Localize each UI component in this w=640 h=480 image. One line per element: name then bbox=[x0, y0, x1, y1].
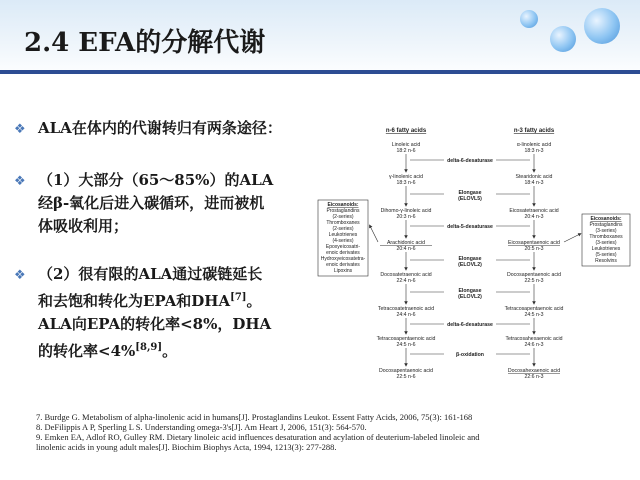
citation: [8,9] bbox=[135, 342, 163, 353]
eicosanoid-item: Eicosanoids: bbox=[327, 202, 359, 208]
fatty-acid-name: Linoleic acid bbox=[391, 142, 421, 148]
fatty-acid-name: Tetracosatetraenoic acid bbox=[377, 306, 435, 312]
eicosanoid-item: (2-series) bbox=[332, 214, 354, 220]
fatty-acid-formula: 22:4 n-6 bbox=[396, 278, 416, 284]
fatty-acid-name: Tetracosapentaenoic acid bbox=[504, 306, 564, 312]
diamond-bullet-icon: ❖ bbox=[14, 268, 26, 283]
enzyme-name: delta-6-desaturase bbox=[447, 158, 493, 164]
decorative-bubble-large bbox=[584, 8, 620, 44]
fatty-acid-formula: 18:3 n-3 bbox=[524, 148, 544, 154]
eicosanoid-item: Epoxyeicosatri- bbox=[325, 244, 361, 250]
eicosanoid-arrow bbox=[564, 234, 580, 242]
enzyme-name: (ELOVL5) bbox=[458, 196, 482, 202]
bullet-line: （2）很有限的ALA通过碳链延长 bbox=[38, 265, 263, 283]
col-right-header: n-3 fatty acids bbox=[513, 128, 555, 134]
diamond-bullet-icon: ❖ bbox=[14, 174, 26, 189]
bullet-2 bbox=[38, 169, 273, 238]
eicosanoid-item: (5-series) bbox=[595, 252, 617, 258]
enzyme-name: Elongase bbox=[458, 190, 482, 196]
fatty-acid-name: γ-linolenic acid bbox=[388, 174, 424, 180]
fatty-acid-formula: 20:3 n-6 bbox=[396, 214, 416, 220]
eicosanoid-item: Hydroxyeicosatetra- bbox=[320, 256, 366, 262]
fatty-acid-formula: 18:4 n-3 bbox=[524, 180, 544, 186]
slide-title: 2.4 EFA的分解代谢 bbox=[24, 28, 266, 58]
references bbox=[36, 412, 636, 452]
fatty-acid-name: Dihomo-γ-linoleic acid bbox=[380, 208, 432, 214]
eicosanoid-item: enoic derivates bbox=[326, 250, 360, 256]
eicosanoid-item: Thromboxanes bbox=[326, 220, 360, 226]
enzyme-name: delta-5-desaturase bbox=[447, 224, 493, 230]
decorative-bubble-medium bbox=[550, 26, 576, 52]
reference-item: linolenic acids in young adult males[J]. Biochim Biophys Acta, 1994, 1213(3): 277-288. bbox=[36, 442, 337, 452]
fatty-acid-formula: 20:4 n-6 bbox=[396, 246, 416, 252]
enzyme-name: β-oxidation bbox=[456, 352, 484, 358]
bullet-line: 体吸收利用； bbox=[38, 217, 129, 235]
reference-item: 8. DeFilippis A P, Sperling L S. Understanding omega-3's[J]. Am Heart J, 2006, 151(3): 564-570. bbox=[36, 422, 367, 432]
enzyme-name: (ELOVL2) bbox=[458, 262, 482, 268]
eicosanoid-item: (2-series) bbox=[332, 226, 354, 232]
bullet-line: 和去饱和转化为EPA和DHA[7]。 bbox=[38, 292, 262, 310]
bullet-line: ALA向EPA的转化率<8%，DHA bbox=[38, 315, 272, 333]
fatty-acid-name: Arachidonic acid bbox=[386, 240, 426, 246]
eicosanoid-item: (3-series) bbox=[595, 228, 617, 234]
title-divider bbox=[0, 70, 640, 74]
reference-item: 7. Burdge G. Metabolism of alpha-linolenic acid in humans[J]. Prostaglandins Leukot. Essent Fatty Acids, 2006, 75(3): 161-168 bbox=[36, 412, 473, 422]
eicosanoid-item: (4-series) bbox=[332, 238, 354, 244]
fatty-acid-formula: 22:5 n-3 bbox=[524, 278, 544, 284]
eicosanoid-item: Prostaglandins bbox=[589, 222, 623, 228]
enzyme-name: delta-6-desaturase bbox=[447, 322, 493, 328]
fatty-acid-metabolism-diagram bbox=[316, 126, 632, 390]
eicosanoid-item: Leukotrienes bbox=[591, 246, 621, 252]
enzyme-name: Elongase bbox=[458, 256, 482, 262]
eicosanoid-item: Eicosanoids: bbox=[590, 216, 622, 222]
fatty-acid-formula: 24:5 n-6 bbox=[396, 342, 416, 348]
decorative-bubble-small bbox=[520, 10, 538, 28]
bullet-line: ALA在体内的代谢转归有两条途径： bbox=[38, 119, 282, 137]
bullet-line: 的转化率<4%[8,9]。 bbox=[38, 342, 178, 360]
fatty-acid-name: Stearidonic acid bbox=[515, 174, 553, 180]
fatty-acid-name: Tetracosahexaenoic acid bbox=[505, 336, 563, 342]
bullet-3 bbox=[38, 263, 271, 363]
eicosanoid-item: Resolvins bbox=[595, 258, 617, 264]
fatty-acid-formula: 20:4 n-3 bbox=[524, 214, 544, 220]
fatty-acid-formula: 24:5 n-3 bbox=[524, 312, 544, 318]
eicosanoid-item: Lipoxins bbox=[333, 268, 353, 274]
enzyme-name: (ELOVL2) bbox=[458, 294, 482, 300]
fatty-acid-name: Docosapentaenoic acid bbox=[507, 272, 561, 278]
eicosanoid-item: Leukotrienes bbox=[328, 232, 358, 238]
col-left-header: n-6 fatty acids bbox=[385, 128, 427, 134]
eicosanoid-item: Prostaglandins bbox=[326, 208, 360, 214]
fatty-acid-name: Tetracosapentaenoic acid bbox=[376, 336, 436, 342]
fatty-acid-formula: 22:5 n-6 bbox=[396, 374, 416, 380]
bullet-line: 经β-氧化后进入碳循环，进而被机 bbox=[38, 194, 265, 212]
eicosanoid-item: enoic derivates bbox=[326, 262, 360, 268]
fatty-acid-name: Docosapentaenoic acid bbox=[379, 368, 433, 374]
fatty-acid-formula: 24:6 n-3 bbox=[524, 342, 544, 348]
diamond-bullet-icon: ❖ bbox=[14, 122, 26, 137]
fatty-acid-name: α-linolenic acid bbox=[516, 142, 552, 148]
fatty-acid-name: Docosatetraenoic acid bbox=[380, 272, 432, 278]
eicosanoid-item: Thromboxanes bbox=[589, 234, 623, 240]
fatty-acid-name: Docosahexaenoic acid bbox=[507, 368, 561, 374]
eicosanoid-arrow bbox=[370, 226, 378, 242]
fatty-acid-formula: 18:2 n-6 bbox=[396, 148, 416, 154]
reference-item: 9. Emken EA, Adlof RO, Gulley RM. Dietary linoleic acid influences desaturation and acylation of deuterium-labeled linoleic and bbox=[36, 432, 480, 442]
enzyme-name: Elongase bbox=[458, 288, 482, 294]
eicosanoid-item: (3-series) bbox=[595, 240, 617, 246]
fatty-acid-name: Eicosatetraenoic acid bbox=[509, 208, 559, 214]
fatty-acid-formula: 24:4 n-6 bbox=[396, 312, 416, 318]
fatty-acid-formula: 18:3 n-6 bbox=[396, 180, 416, 186]
citation: [7] bbox=[230, 292, 247, 303]
fatty-acid-name: Eicosapentaenoic acid bbox=[508, 240, 560, 246]
bullet-line: （1）大部分（65～85%）的ALA bbox=[38, 171, 274, 189]
bullet-1 bbox=[38, 117, 282, 140]
fatty-acid-formula: 20:5 n-3 bbox=[524, 246, 544, 252]
fatty-acid-formula: 22:6 n-3 bbox=[524, 374, 544, 380]
